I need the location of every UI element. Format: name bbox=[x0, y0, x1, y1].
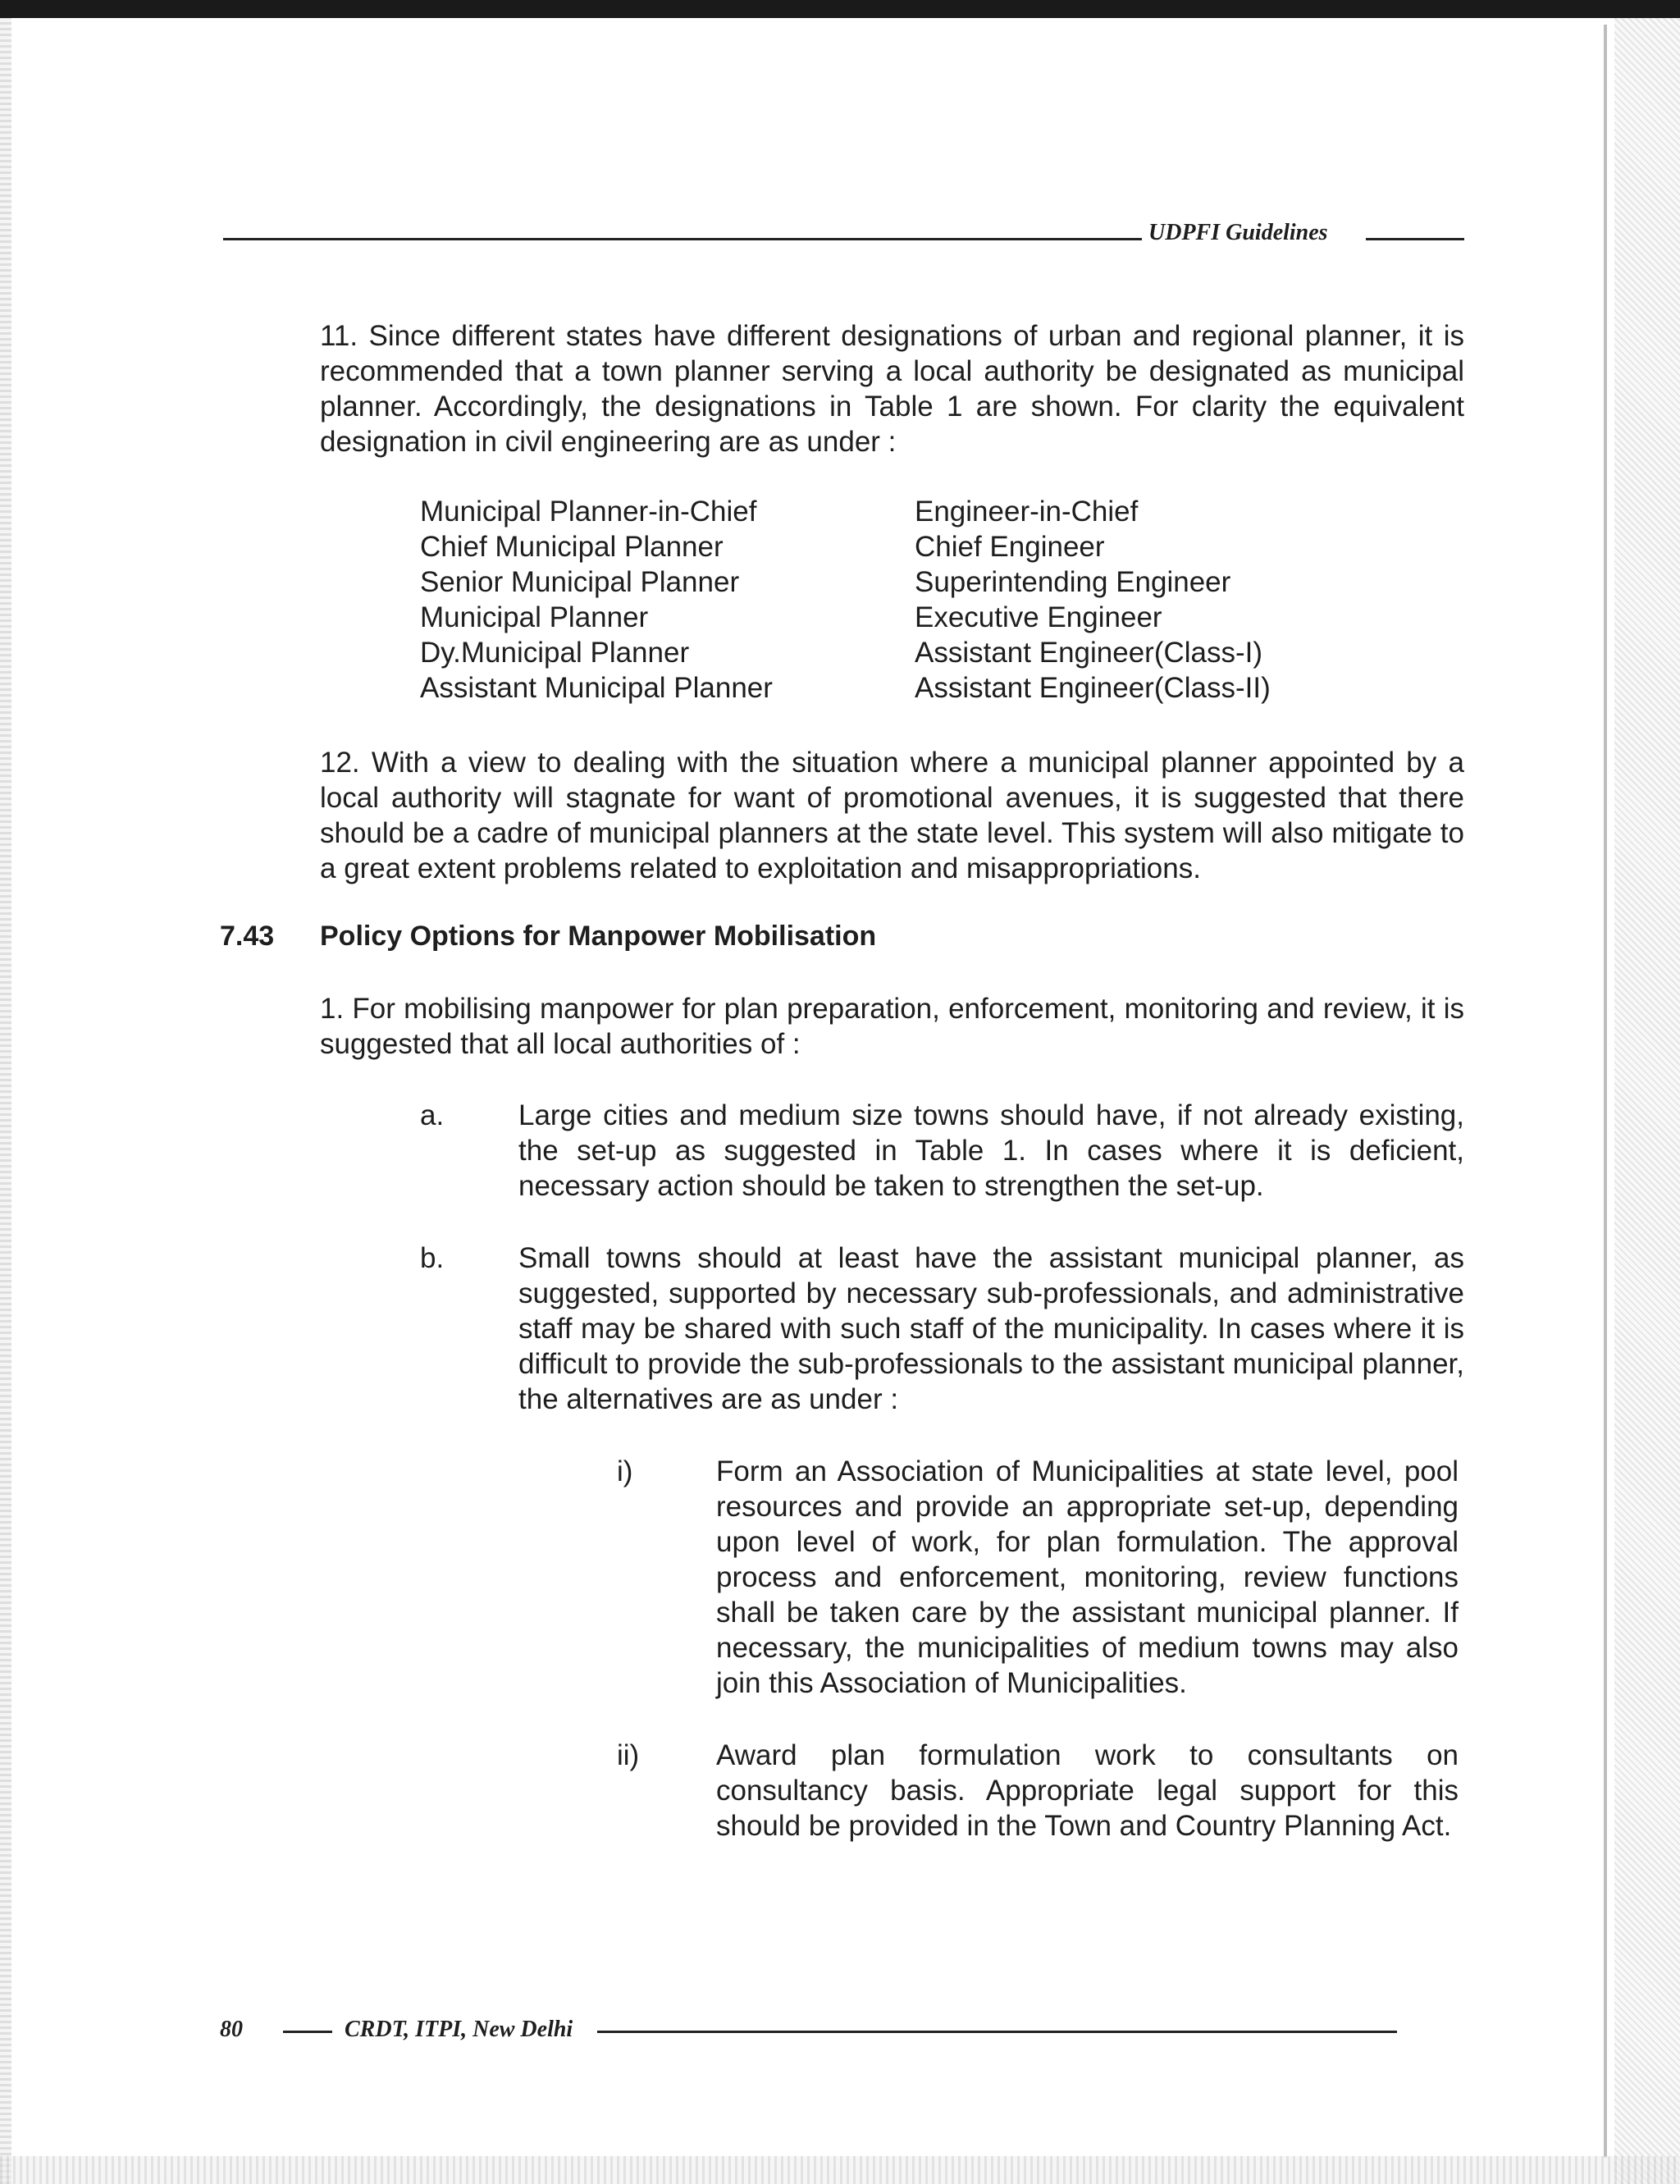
page-number: 80 bbox=[220, 2017, 243, 2042]
scan-right-edge bbox=[1614, 18, 1680, 2184]
section-title: Policy Options for Manpower Mobilisation bbox=[320, 921, 877, 952]
item-b-marker: b. bbox=[420, 1242, 445, 1274]
paragraph-1-text: 1. For mobilising manpower for plan preparation, enforcement, monitoring and review, it is suggested that all local authorities of : bbox=[320, 993, 1464, 1060]
item-a-text bbox=[518, 1098, 1464, 1204]
footer-rule-right bbox=[597, 2031, 1397, 2033]
scan-left-edge bbox=[0, 18, 11, 2184]
subitem-ii-marker: ii) bbox=[617, 1739, 640, 1771]
paragraph-1 bbox=[320, 991, 1464, 1062]
item-a-body: Large cities and medium size towns should have, if not already existing, the set-up as suggested in Table 1. In cases where it is deficient, necessary action should be taken to strengthen the set-up. bbox=[518, 1099, 1464, 1202]
section-number: 7.43 bbox=[220, 921, 275, 952]
scan-bottom-edge bbox=[0, 2156, 1680, 2184]
page-edge bbox=[1604, 25, 1607, 2158]
designation-planning-item: Assistant Municipal Planner bbox=[420, 672, 773, 704]
paragraph-11-text: 11. Since different states have different designations of urban and regional planner, it is recommended that a town planner serving a local authority be designated as municipal planner. Accordingly, the designations in Table 1 are shown. For clarity the equivalent designation in civil engineering are as under : bbox=[320, 320, 1464, 458]
item-a-marker: a. bbox=[420, 1099, 445, 1131]
item-b-text bbox=[518, 1240, 1464, 1417]
designation-planning-item: Senior Municipal Planner bbox=[420, 566, 740, 598]
paragraph-11 bbox=[320, 318, 1464, 459]
subitem-i-body: Form an Association of Municipalities at state level, pool resources and provide an appropriate set-up, depending upon level of work, for plan formulation. The approval process and enforcement, monitoring, review functions shall be taken care by the assistant municipal planner. If necessary, the municipalities of medium towns may also join this Association of Municipalities. bbox=[716, 1455, 1459, 1699]
running-header: UDPFI Guidelines bbox=[1148, 220, 1328, 245]
designation-engineering-item: Engineer-in-Chief bbox=[915, 496, 1139, 528]
designation-list-planning bbox=[420, 494, 773, 706]
subitem-i-marker: i) bbox=[617, 1455, 633, 1487]
item-b-body: Small towns should at least have the assistant municipal planner, as suggested, supported by necessary sub-professionals, and administrative staff may be shared with such staff of the municipality. In cases where it is difficult to provide the sub-professionals to the assistant municipal planner, the alternatives are as under : bbox=[518, 1242, 1464, 1415]
subitem-ii-body: Award plan formulation work to consultants on consultancy basis. Appropriate legal support for this should be provided in the Town and Country Planning Act. bbox=[716, 1739, 1459, 1842]
designation-engineering-item: Chief Engineer bbox=[915, 531, 1105, 563]
designation-planning-item: Dy.Municipal Planner bbox=[420, 637, 690, 669]
running-footer: CRDT, ITPI, New Delhi bbox=[345, 2017, 573, 2042]
designation-planning-item: Chief Municipal Planner bbox=[420, 531, 724, 563]
scan-top-border bbox=[0, 0, 1680, 18]
designation-engineering-item: Assistant Engineer(Class-I) bbox=[915, 637, 1263, 669]
footer-rule-left bbox=[283, 2031, 332, 2033]
designation-engineering-item: Executive Engineer bbox=[915, 601, 1162, 633]
designation-engineering-item: Assistant Engineer(Class-II) bbox=[915, 672, 1271, 704]
paragraph-12 bbox=[320, 745, 1464, 886]
designation-planning-item: Municipal Planner-in-Chief bbox=[420, 496, 757, 528]
header-rule-right bbox=[1366, 238, 1464, 240]
subitem-i-text bbox=[716, 1454, 1459, 1701]
designation-list-engineering bbox=[915, 494, 1271, 706]
subitem-ii-text bbox=[716, 1738, 1459, 1844]
designation-planning-item: Municipal Planner bbox=[420, 601, 649, 633]
header-rule-left bbox=[223, 238, 1142, 240]
paragraph-12-text: 12. With a view to dealing with the situation where a municipal planner appointed by a local authority will stagnate for want of promotional avenues, it is suggested that there should be a cadre of municipal planners at the state level. This system will also mitigate to a great extent problems related to exploitation and misappropriations. bbox=[320, 747, 1464, 884]
designation-engineering-item: Superintending Engineer bbox=[915, 566, 1231, 598]
